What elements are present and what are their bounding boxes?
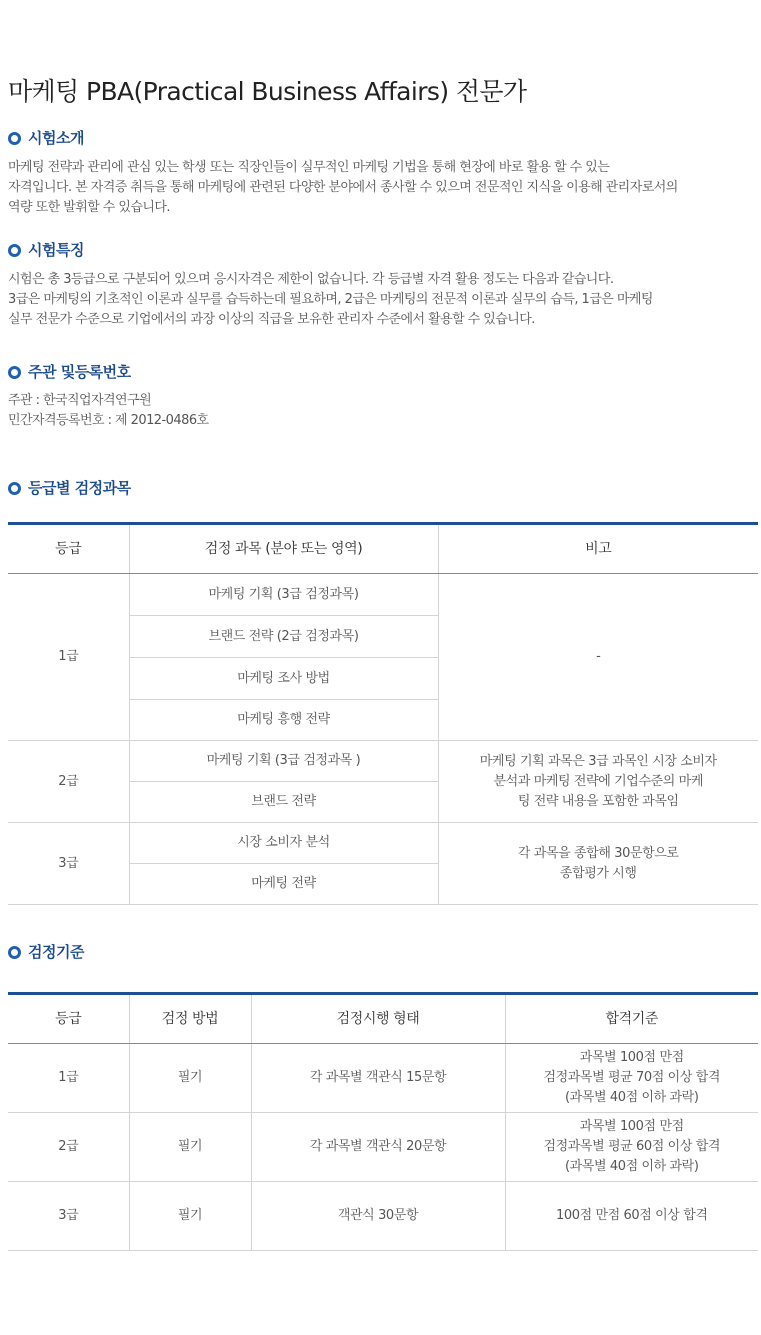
subject-cell: 마케팅 기획 (3급 검정과목 ) (129, 741, 438, 782)
column-header: 비고 (438, 524, 758, 574)
note-line: 각 과목을 종합해 30문항으로 (517, 845, 679, 861)
method-cell: 필기 (129, 1044, 251, 1113)
organizer-paragraph (8, 391, 753, 431)
grade-cell: 3급 (8, 823, 129, 905)
page-title: 마케팅 PBA(Practical Business Affairs) 전문가 (8, 77, 527, 106)
section-heading-label: 등급별 검정과목 (28, 479, 131, 497)
circle-bullet-icon (8, 482, 21, 495)
format-cell: 각 과목별 객관식 15문항 (251, 1044, 505, 1113)
note-cell (438, 741, 758, 823)
section-heading-label: 주관 및등록번호 (28, 363, 131, 381)
column-header: 검정시행 형태 (251, 994, 505, 1044)
note-line: 종합평가 시행 (559, 865, 637, 881)
table-row (8, 1182, 758, 1251)
pass-line: 과목별 100점 만점 (579, 1050, 684, 1065)
grade-cell: 1급 (8, 574, 129, 741)
note-line: 분석과 마케팅 전략에 기업수준의 마케 (493, 773, 703, 789)
note-cell (438, 823, 758, 905)
section-heading-criteria (8, 941, 84, 963)
features-line: 3급은 마케팅의 기초적인 이론과 실무를 습득하는데 필요하며, 2급은 마케팅의 전문적 이론과 실무의 습득, 1급은 마케팅 (8, 292, 653, 307)
column-header: 등급 (8, 524, 129, 574)
intro-line: 마케팅 전략과 관리에 관심 있는 학생 또는 직장인들이 실무적인 마케팅 기법을 통해 현장에 바로 활용 할 수 있는 (8, 160, 610, 175)
pass-criteria-cell (505, 1113, 758, 1182)
subject-cell: 마케팅 흥행 전략 (129, 700, 438, 741)
note-line: 팅 전략 내용을 포함한 과목임 (517, 793, 679, 809)
section-heading-intro (8, 127, 84, 149)
subject-cell: 마케팅 조사 방법 (129, 658, 438, 700)
features-paragraph (8, 270, 753, 330)
grade-cell: 3급 (8, 1182, 129, 1251)
format-cell: 각 과목별 객관식 20문항 (251, 1113, 505, 1182)
pass-criteria-cell (505, 1182, 758, 1251)
pass-line: 검정과목별 평균 70점 이상 합격 (543, 1070, 721, 1085)
column-header: 등급 (8, 994, 129, 1044)
note-cell: - (438, 574, 758, 741)
pass-line: 과목별 100점 만점 (579, 1119, 684, 1134)
intro-paragraph (8, 158, 753, 218)
circle-bullet-icon (8, 132, 21, 145)
subjects-table (8, 522, 758, 905)
pass-line: (과목별 40점 이하 과락) (564, 1090, 699, 1105)
table-row (8, 741, 758, 782)
format-cell: 객관식 30문항 (251, 1182, 505, 1251)
pass-line: 검정과목별 평균 60점 이상 합격 (543, 1139, 721, 1154)
subject-cell: 마케팅 전략 (129, 864, 438, 905)
features-line: 실무 전문가 수준으로 기업에서의 과장 이상의 직급을 보유한 관리자 수준에서 활용할 수 있습니다. (8, 312, 535, 327)
circle-bullet-icon (8, 946, 21, 959)
section-heading-label: 시험특징 (28, 241, 84, 259)
column-header: 합격기준 (505, 994, 758, 1044)
subject-cell: 마케팅 기획 (3급 검정과목) (129, 574, 438, 616)
table-header-row (8, 994, 758, 1044)
section-heading-label: 검정기준 (28, 943, 84, 961)
table-row (8, 823, 758, 864)
section-heading-subjects (8, 477, 131, 499)
subject-cell: 브랜드 전략 (2급 검정과목) (129, 616, 438, 658)
table-row (8, 1113, 758, 1182)
pass-line: 100점 만점 60점 이상 합격 (555, 1208, 708, 1223)
table-row (8, 1044, 758, 1113)
table-row (8, 574, 758, 616)
grade-cell: 2급 (8, 1113, 129, 1182)
pass-criteria-cell (505, 1044, 758, 1113)
section-heading-organizer (8, 361, 131, 383)
intro-line: 자격입니다. 본 자격증 취득을 통해 마케팅에 관련된 다양한 분야에서 종사할 수 있으며 전문적인 지식을 이용해 관리자로서의 (8, 180, 678, 195)
registration-line: 민간자격등록번호 : 제 2012-0486호 (8, 413, 209, 428)
intro-line: 역량 또한 발휘할 수 있습니다. (8, 200, 171, 215)
column-header: 검정 방법 (129, 994, 251, 1044)
method-cell: 필기 (129, 1182, 251, 1251)
grade-cell: 1급 (8, 1044, 129, 1113)
section-heading-features (8, 239, 84, 261)
features-line: 시험은 총 3등급으로 구분되어 있으며 응시자격은 제한이 없습니다. 각 등급별 자격 활용 정도는 다음과 같습니다. (8, 272, 614, 287)
criteria-table (8, 992, 758, 1251)
section-heading-label: 시험소개 (28, 129, 84, 147)
subject-cell: 브랜드 전략 (129, 782, 438, 823)
circle-bullet-icon (8, 244, 21, 257)
note-line: 마케팅 기획 과목은 3급 과목인 시장 소비자 (479, 753, 717, 769)
pass-line: (과목별 40점 이하 과락) (564, 1159, 699, 1174)
method-cell: 필기 (129, 1113, 251, 1182)
organizer-line: 주관 : 한국직업자격연구원 (8, 393, 152, 408)
subject-cell: 시장 소비자 분석 (129, 823, 438, 864)
circle-bullet-icon (8, 366, 21, 379)
table-header-row (8, 524, 758, 574)
column-header: 검정 과목 (분야 또는 영역) (129, 524, 438, 574)
grade-cell: 2급 (8, 741, 129, 823)
